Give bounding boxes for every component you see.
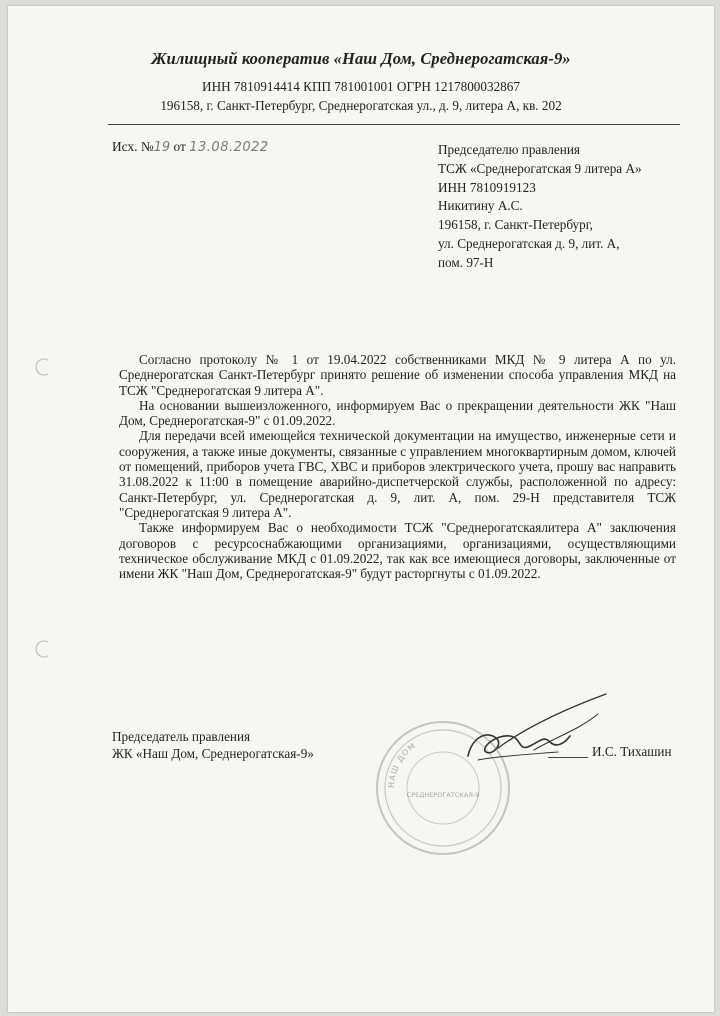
header-divider — [108, 124, 680, 125]
addressee-block — [438, 141, 642, 273]
addressee-line: Никитину А.С. — [438, 198, 523, 214]
body-paragraph: Согласно протоколу № 1 от 19.04.2022 собственниками МКД № 9 литера А по ул. Среднерогатская Санкт-Петербург принято решение об изменении способа управления МКД на ТСЖ "Среднерогатская 9 литера А". — [119, 352, 676, 398]
addressee-line: 196158, г. Санкт-Петербург, — [438, 217, 593, 233]
signatory-title — [112, 728, 314, 762]
signatory-position: Председатель правления — [112, 729, 251, 744]
outgoing-number-value: 19 — [153, 140, 171, 155]
punch-hole-mark — [32, 638, 54, 660]
body-paragraph: На основании вышеизложенного, информируем Вас о прекращении деятельности ЖК "Наш Дом, Среднерогатская-9" с 01.09.2022. — [119, 397, 676, 429]
addressee-line: Председателю правления — [438, 142, 580, 157]
seal-text-top: НАШ ДОМ — [386, 740, 418, 789]
body-paragraph: Также информируем Вас о необходимости ТСЖ "Среднерогатскаялитера А" заключения договоров с ресурсоснабжающими организациями, организациями, осуществляющими техническое обслуживание МКД с 01.09.2022, так как все имеющиеся договоры, заключенные от имени ЖК "Наш Дом, Среднерогатская-9" будут расторгнуты с 01.09.2022. — [119, 520, 676, 582]
letter-body — [119, 352, 676, 581]
signature-mark — [438, 686, 618, 781]
punch-hole-mark — [32, 356, 54, 378]
body-paragraph: Для передачи всей имеющейся технической документации на имущество, инженерные сети и сооружения, а также иные документы, связанные с управлением многоквартирным домом, ключей от помещений, приборов учета ГВС, ХВС и приборов электрического учета, прошу вас направить 31.08.2022 к 11:00 в помещение аварийно-диспетчерской службы, расположенной по адресу: Санкт-Петербург, ул. Среднерогатская д. 9, лит. А, пом. 29-Н представителя ТСЖ "Среднерогатская 9 литера А". — [119, 428, 676, 520]
addressee-line: ул. Среднерогатская д. 9, лит. А, — [438, 235, 620, 251]
outgoing-number — [112, 139, 269, 155]
addressee-line: ИНН 7810919123 — [438, 179, 536, 195]
signatory-organization: ЖК «Наш Дом, Среднерогатская-9» — [112, 746, 314, 761]
outgoing-from: от — [173, 139, 186, 154]
signature-underline — [548, 757, 588, 758]
organization-requisites: ИНН 7810914414 КПП 781001001 ОГРН 1217800032867 — [202, 79, 520, 94]
outgoing-prefix: Исх. № — [112, 139, 154, 154]
document-page — [8, 6, 714, 1012]
addressee-line: ТСЖ «Среднерогатская 9 литера А» — [438, 160, 642, 176]
organization-name: Жилищный кооператив «Наш Дом, Среднерогатская-9» — [151, 49, 571, 68]
organization-address: 196158, г. Санкт-Петербург, Среднерогатская ул., д. 9, литера А, кв. 202 — [160, 98, 562, 113]
signatory-name: И.С. Тихашин — [592, 744, 672, 759]
seal-text-bottom: СРЕДНЕРОГАТСКАЯ-9 — [406, 791, 480, 799]
addressee-line: пом. 97-Н — [438, 254, 494, 270]
outgoing-date: 13.08.2022 — [189, 140, 269, 155]
